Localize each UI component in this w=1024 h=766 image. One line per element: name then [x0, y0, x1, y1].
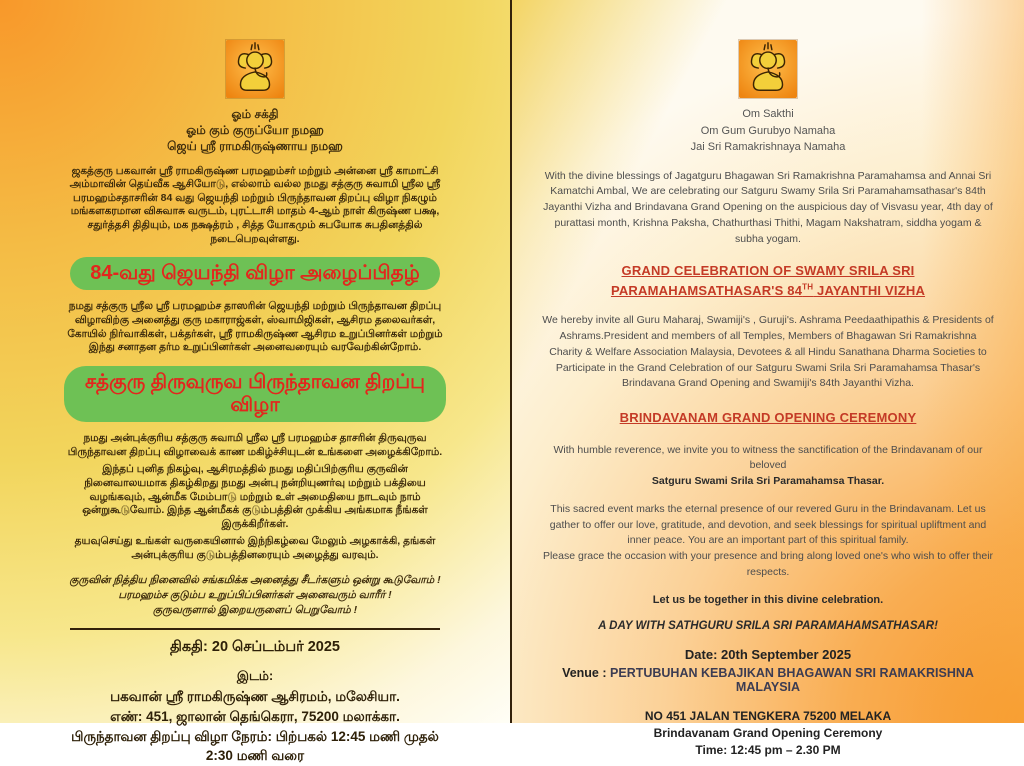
- english-address-line: NO 451 JALAN TENGKERA 75200 MELAKA: [644, 708, 892, 723]
- sacred-event-paragraph: [542, 502, 994, 581]
- tamil-slogan-line: குருவருளால் இறையருளைப் பெறுவோம் !: [152, 604, 358, 617]
- tamil-time-line: பிருந்தாவன திறப்பு விழா நேரம்: பிற்பகல் 12:45 மணி முதல் 2:30 மணி வரை: [71, 728, 439, 764]
- tamil-venue-line: பகவான் ஸ்ரீ ராமகிருஷ்ண ஆசிரமம், மலேசியா.: [110, 689, 400, 705]
- english-invitation-page: [512, 0, 1024, 757]
- english-invocation-line: Om Gum Gurubyo Namaha: [700, 124, 836, 137]
- ganesha-icon: [226, 40, 284, 98]
- tamil-invocation: [64, 106, 446, 155]
- grand-celebration-heading-line1: GRAND CELEBRATION OF SWAMY SRILA SRI: [621, 263, 915, 279]
- jayanthi-banner: 84-வது ஜெயந்தி விழா அழைப்பிதழ்: [70, 257, 439, 290]
- reverence-paragraph: [542, 443, 994, 490]
- english-invocation: [542, 106, 994, 156]
- tamil-invitation-page: [0, 0, 512, 764]
- venue-label: Venue :: [562, 665, 607, 680]
- ganesha-icon: [739, 40, 797, 98]
- tamil-slogan-line: பரமஹம்ச குடும்ப உறுப்பிப்பினர்கள் அனைவரும் வாரீர் !: [118, 588, 392, 601]
- opening-banner-wrap: [64, 355, 446, 422]
- sacred-event-text: This sacred event marks the eternal presence of our revered Guru in the Brindavanam. Let us gather to offer our love, gratitude, and devotion, and seek blessings for spiritual upliftment and inner peace. You are an important part of this spiritual family.: [549, 502, 987, 547]
- english-invite-paragraph: We hereby invite all Guru Maharaj, Swamiji's , Guruji's. Ashrama Peedaathipathis & Presidents of Ashrams.President and members of all Temples, Members of Bhagawan Sri Ramakrishna Charity & Welfare Association Malaysia, Devotees & all Hindu Sanathana Dharma Societies to Participate in the Grand Celebration of our Satguru Swami Srila Sri Paramahamsa Thasar's Brindavana Grand Opening and Swamiji's 84th Jayanthi Vizha.: [542, 314, 994, 390]
- reverence-bold-text: Satguru Swami Srila Sri Paramahamsa Thasar.: [651, 475, 885, 487]
- tamil-slogans: [64, 573, 446, 619]
- reverence-text: With humble reverence, we invite you to witness the sanctification of the Brindavanam of our beloved: [553, 443, 983, 472]
- opening-banner: சத்குரு திருவுருவ பிருந்தாவன திறப்பு விழா: [64, 366, 446, 422]
- english-time-line: Time: 12:45 pm – 2.30 PM: [695, 742, 841, 757]
- grand-celebration-heading: [542, 261, 994, 300]
- heading-text: PARAMAHAMSATHASAR'S 84: [610, 282, 803, 298]
- ceremony-name-line: Brindavanam Grand Opening Ceremony: [653, 725, 883, 740]
- jayanthi-banner-wrap: [64, 246, 446, 290]
- tamil-date-line: திகதி: 20 செப்டம்பர் 2025: [169, 639, 340, 656]
- english-invocation-line: Jai Sri Ramakrishnaya Namaha: [690, 141, 846, 153]
- divider-rule: [70, 628, 440, 630]
- tamil-venue-label: இடம்:: [236, 669, 274, 684]
- tamil-event-paragraph: இந்தப் புனித நிகழ்வு, ஆசிரமத்தில் நமது மதிப்பிற்குரிய குருவின் நினைவாலயமாக திகழ்கிறது நமது அன்பு நன்றியுணர்வு மற்றும் பக்தியை வழங்கவும், ஆன்மீக மேம்பாடு மற்றும் உள் அமைதியை நாடவும் நாம் ஒன்றுகூடுவோம். இந்த ஆன்மீகக் குடும்பத்தின் முக்கிய அங்கமாக நீங்கள் இருக்கிறீர்கள்.: [82, 463, 428, 530]
- english-intro-paragraph: With the divine blessings of Jagatguru Bhagawan Sri Ramakrishna Paramahamsa and Annai Sri Kamatchi Ambal, We are celebrating our Satguru Swamy Srila Sri Paramahamsathasar's 84th Jayanthi Vizha and Brindavana Grand Opening on the auspicious day of Visvasu year, 4th day of purattasi month, Krishna Paksha, Chathurthasi Thithi, Magam Nakshatram, siddha yogam & subha yogam.: [543, 169, 993, 245]
- tamil-invocation-line: ஓம் கும் குருப்யோ நமஹ: [186, 123, 324, 138]
- day-with-sathguru-line: A DAY WITH SATHGURU SRILA SRI PARAMAHAMSATHASAR!: [598, 619, 938, 632]
- tamil-welcome-paragraph: நமது சத்குரு ஸ்ரீல ஸ்ரீ பரமஹம்ச தாஸரின் ஜெயந்தி மற்றும் பிருந்தாவன திறப்பு விழாவிற்கு அனைத்து குரு மகாராஜ்கள், ஸ்வாமிஜிகள், ஆசிரம தலைவர்கள், கோயில் நிர்வாகிகள், பக்தர்கள், ஸ்ரீ ராமகிருஷ்ண ஆசிரம உறுப்பினர்கள் மற்றும் இந்து சனாதன தர்ம உறுப்பினர்கள் அனைவரையும் வரவேற்கின்றோம்.: [67, 300, 443, 354]
- brindavanam-ceremony-heading: BRINDAVANAM GRAND OPENING CEREMONY: [619, 410, 917, 425]
- english-date-line: Date: 20th September 2025: [684, 646, 852, 662]
- english-venue-line: [542, 666, 994, 694]
- tamil-invocation-line: ஓம் சக்தி: [231, 107, 279, 121]
- heading-text: JAYANTHI VIZHA: [813, 282, 926, 298]
- tamil-invite-paragraph: நமது அன்புக்குரிய சத்குரு சுவாமி ஸ்ரீல ஸ்ரீ பரமஹம்ச தாசரின் திருவுருவ பிருந்தாவன திறப்பு விழாவைக் காண மகிழ்ச்சியுடன் உங்களை அழைக்கிறோம்.: [67, 431, 443, 458]
- together-line: Let us be together in this divine celebration.: [652, 593, 884, 606]
- grace-text: Please grace the occasion with your presence and bring along loved one's who wish to offer their respects.: [542, 550, 994, 578]
- venue-value: PERTUBUHAN KEBAJIKAN BHAGAWAN SRI RAMAKRISHNA MALAYSIA: [610, 665, 974, 694]
- english-invocation-line: Om Sakthi: [742, 108, 794, 120]
- tamil-invocation-line: ஜெய் ஸ்ரீ ராமகிருஷ்ணாய நமஹ: [167, 139, 343, 154]
- grand-celebration-heading-line2: [542, 281, 994, 301]
- tamil-request-paragraph: தயவுசெய்து உங்கள் வருகையினால் இந்நிகழ்வை மேலும் அழகாக்கி, தங்கள் அன்புக்குரிய குடும்பத்தினரையும் அழைத்து வரவும்.: [74, 535, 436, 562]
- tamil-slogan-line: குருவின் நித்திய நினைவில் சங்கமிக்க அனைத்து சீடர்களும் ஒன்று கூடுவோம் !: [69, 573, 441, 586]
- heading-superscript: TH: [802, 282, 814, 292]
- tamil-intro-paragraph: ஜகத்குரு பகவான் ஸ்ரீ ராமகிருஷ்ண பரமஹம்சர் மற்றும் அன்னை ஸ்ரீ காமாட்சி அம்மாவின் தெய்வீக ஆசியோடு, எல்லாம் வல்ல நமது சத்குரு சுவாமி ஸ்ரீல ஸ்ரீ பரமஹம்சதாசரின் 84 வது ஜெயந்தி மற்றும் பிருந்தாவன திறப்பு விழா நிகழும் மங்களகரமான விசுவாசு வருடம், புரட்டாசி மாதம் 4-ஆம் நாள் கிருஷ்ண பக்ஷ, சதுர்த்தசி திதியும், மக நக்ஷத்ரம் , சித்த யோகமும் சுபயோக சுபதினத்தில் நடைபெறவுள்ளது.: [69, 164, 441, 245]
- tamil-venue-line: எண்: 451, ஜாலான் தெங்கெரா, 75200 மலாக்கா.: [110, 708, 400, 724]
